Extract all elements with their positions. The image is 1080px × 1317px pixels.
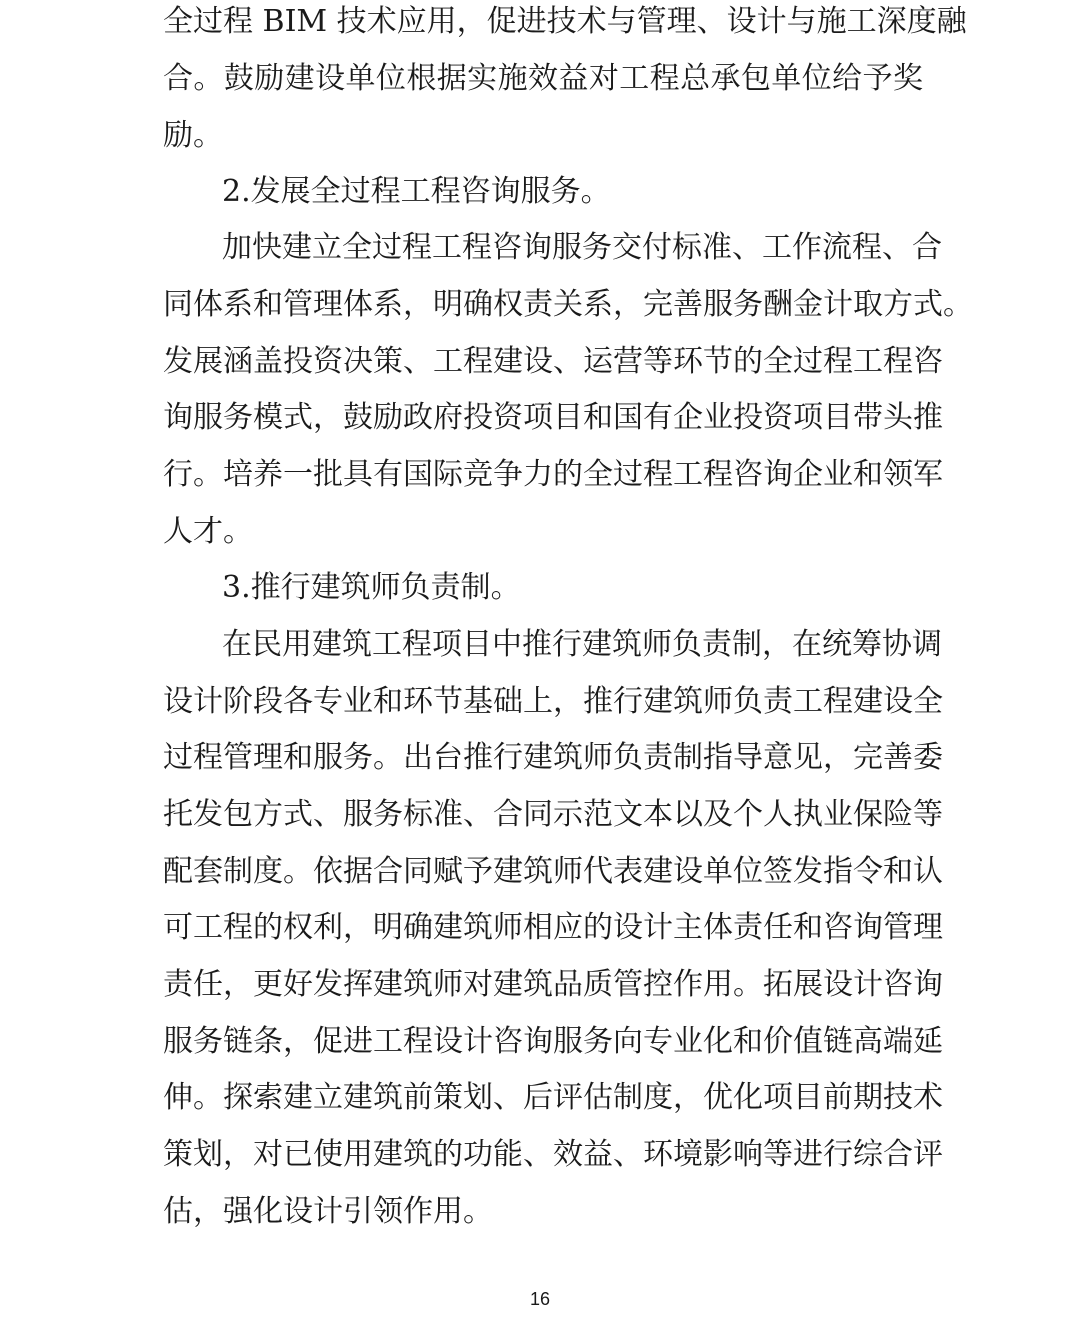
page-number: 16 (529, 1289, 551, 1309)
body-text-line: 设计阶段各专业和环节基础上，推行建筑师负责工程建设全 (163, 684, 943, 719)
body-text-line: 服务链条，促进工程设计咨询服务向专业化和价值链高端延 (163, 1024, 943, 1059)
body-text-line: 同体系和管理体系，明确权责关系，完善服务酬金计取方式。 (163, 287, 973, 322)
body-text-line: 发展涵盖投资决策、工程建设、运营等环节的全过程工程咨 (163, 344, 943, 379)
body-text-line: 可工程的权利，明确建筑师相应的设计主体责任和咨询管理 (163, 910, 943, 945)
body-text-line: 托发包方式、服务标准、合同示范文本以及个人执业保险等 (163, 797, 943, 832)
body-text-line: 策划，对已使用建筑的功能、效益、环境影响等进行综合评 (163, 1137, 943, 1172)
body-text-line: 在民用建筑工程项目中推行建筑师负责制，在统筹协调 (222, 627, 942, 662)
body-text-line: 询服务模式，鼓励政府投资项目和国有企业投资项目带头推 (163, 400, 943, 435)
body-text-line: 全过程 BIM 技术应用，促进技术与管理、设计与施工深度融 (163, 4, 967, 39)
body-text-line: 合。鼓励建设单位根据实施效益对工程总承包单位给予奖 (163, 61, 923, 96)
body-text-line: 人才。 (163, 514, 253, 549)
body-text-line: 励。 (163, 118, 223, 153)
section-heading: 3.推行建筑师负责制。 (222, 570, 521, 605)
body-text-line: 责任，更好发挥建筑师对建筑品质管控作用。拓展设计咨询 (163, 967, 943, 1002)
body-text-line: 配套制度。依据合同赋予建筑师代表建设单位签发指令和认 (163, 854, 943, 889)
body-text-line: 加快建立全过程工程咨询服务交付标准、工作流程、合 (222, 230, 942, 265)
body-text-line: 行。培养一批具有国际竞争力的全过程工程咨询企业和领军 (163, 457, 943, 492)
body-text-line: 过程管理和服务。出台推行建筑师负责制指导意见，完善委 (163, 740, 943, 775)
body-text-line: 估，强化设计引领作用。 (163, 1194, 493, 1229)
section-heading: 2.发展全过程工程咨询服务。 (222, 174, 611, 209)
body-text-line: 伸。探索建立建筑前策划、后评估制度，优化项目前期技术 (163, 1080, 943, 1115)
